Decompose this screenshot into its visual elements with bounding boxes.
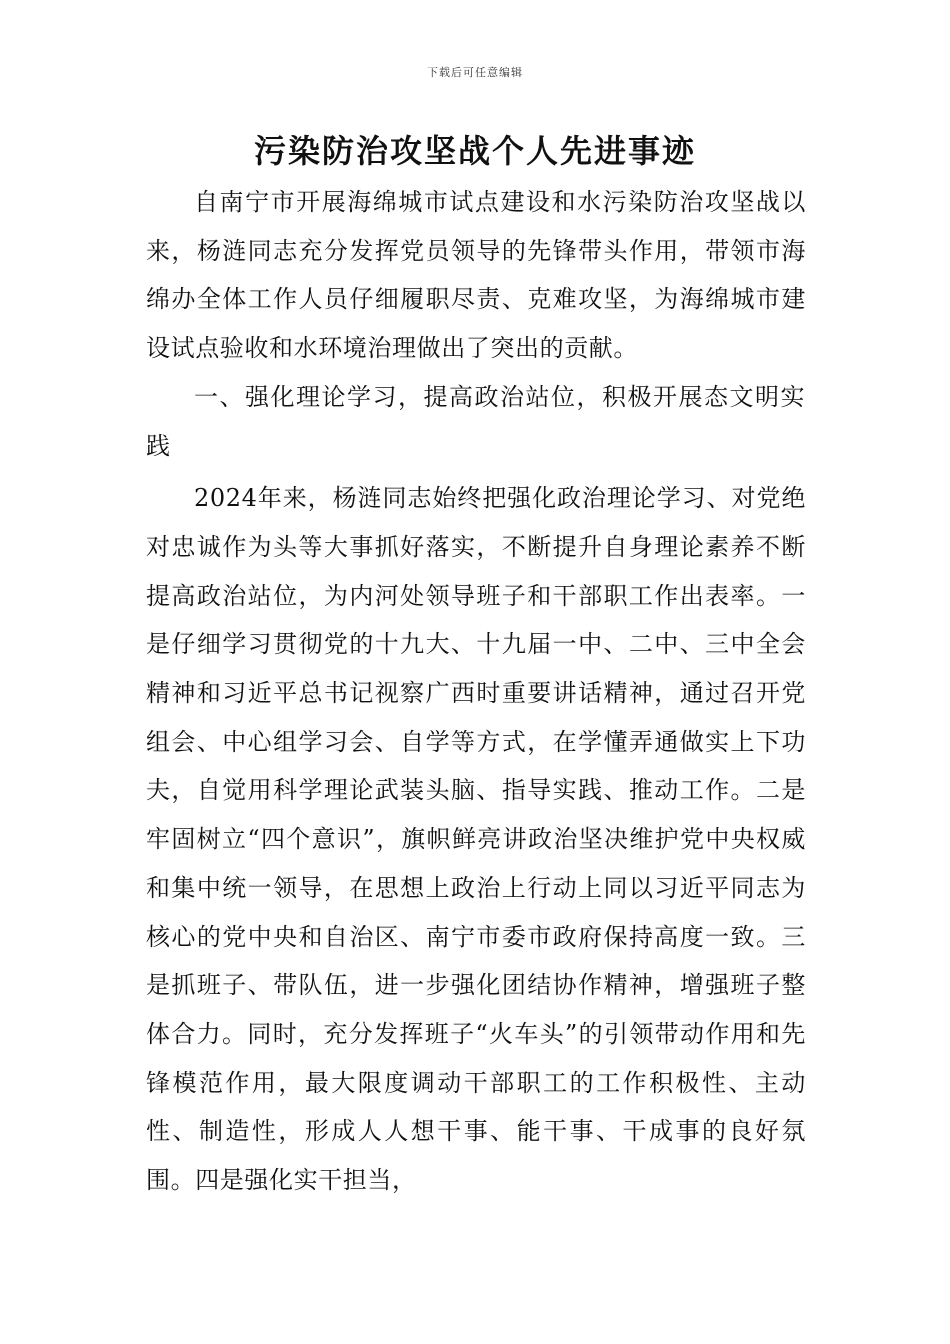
document-body <box>146 178 806 1205</box>
intro-paragraph: 自南宁市开展海绵城市试点建设和水污染防治攻坚战以来，杨涟同志充分发挥党员领导的先锋带头作用，带领市海绵办全体工作人员仔细履职尽责、克难攻坚，为海绵城市建设试点验收和水环境治理做出了突出的贡献。 <box>146 188 806 363</box>
section-heading: 一、强化理论学习，提高政治站位，积极开展态文明实践 <box>146 382 806 460</box>
header-note: 下载后可任意编辑 <box>427 66 523 79</box>
document-title: 污染防治攻坚战个人先进事迹 <box>253 132 696 170</box>
body-paragraph: 2024年来，杨涟同志始终把强化政治理论学习、对党绝对忠诚作为头等大事抓好落实，不断提升自身理论素养不断提高政治站位，为内河处领导班子和干部职工作出表率。一是仔细学习贯彻党的十九大、十九届一中、二中、三中全会精神和习近平总书记视察广西时重要讲话精神，通过召开党组会、中心组学习会、自学等方式，在学懂弄通做实上下功夫，自觉用科学理论武装头脑、指导实践、推动工作。二是牢固树立“四个意识”，旗帜鲜亮讲政治坚决维护党中央权威和集中统一领导，在思想上政治上行动上同以习近平同志为核心的党中央和自治区、南宁市委市政府保持高度一致。三是抓班子、带队伍，进一步强化团结协作精神，增强班子整体合力。同时，充分发挥班子“火车头”的引领带动作用和先锋模范作用，最大限度调动干部职工的工作积极性、主动性、制造性，形成人人想干事、能干事、干成事的良好氛围。四是强化实干担当， <box>146 484 806 1195</box>
